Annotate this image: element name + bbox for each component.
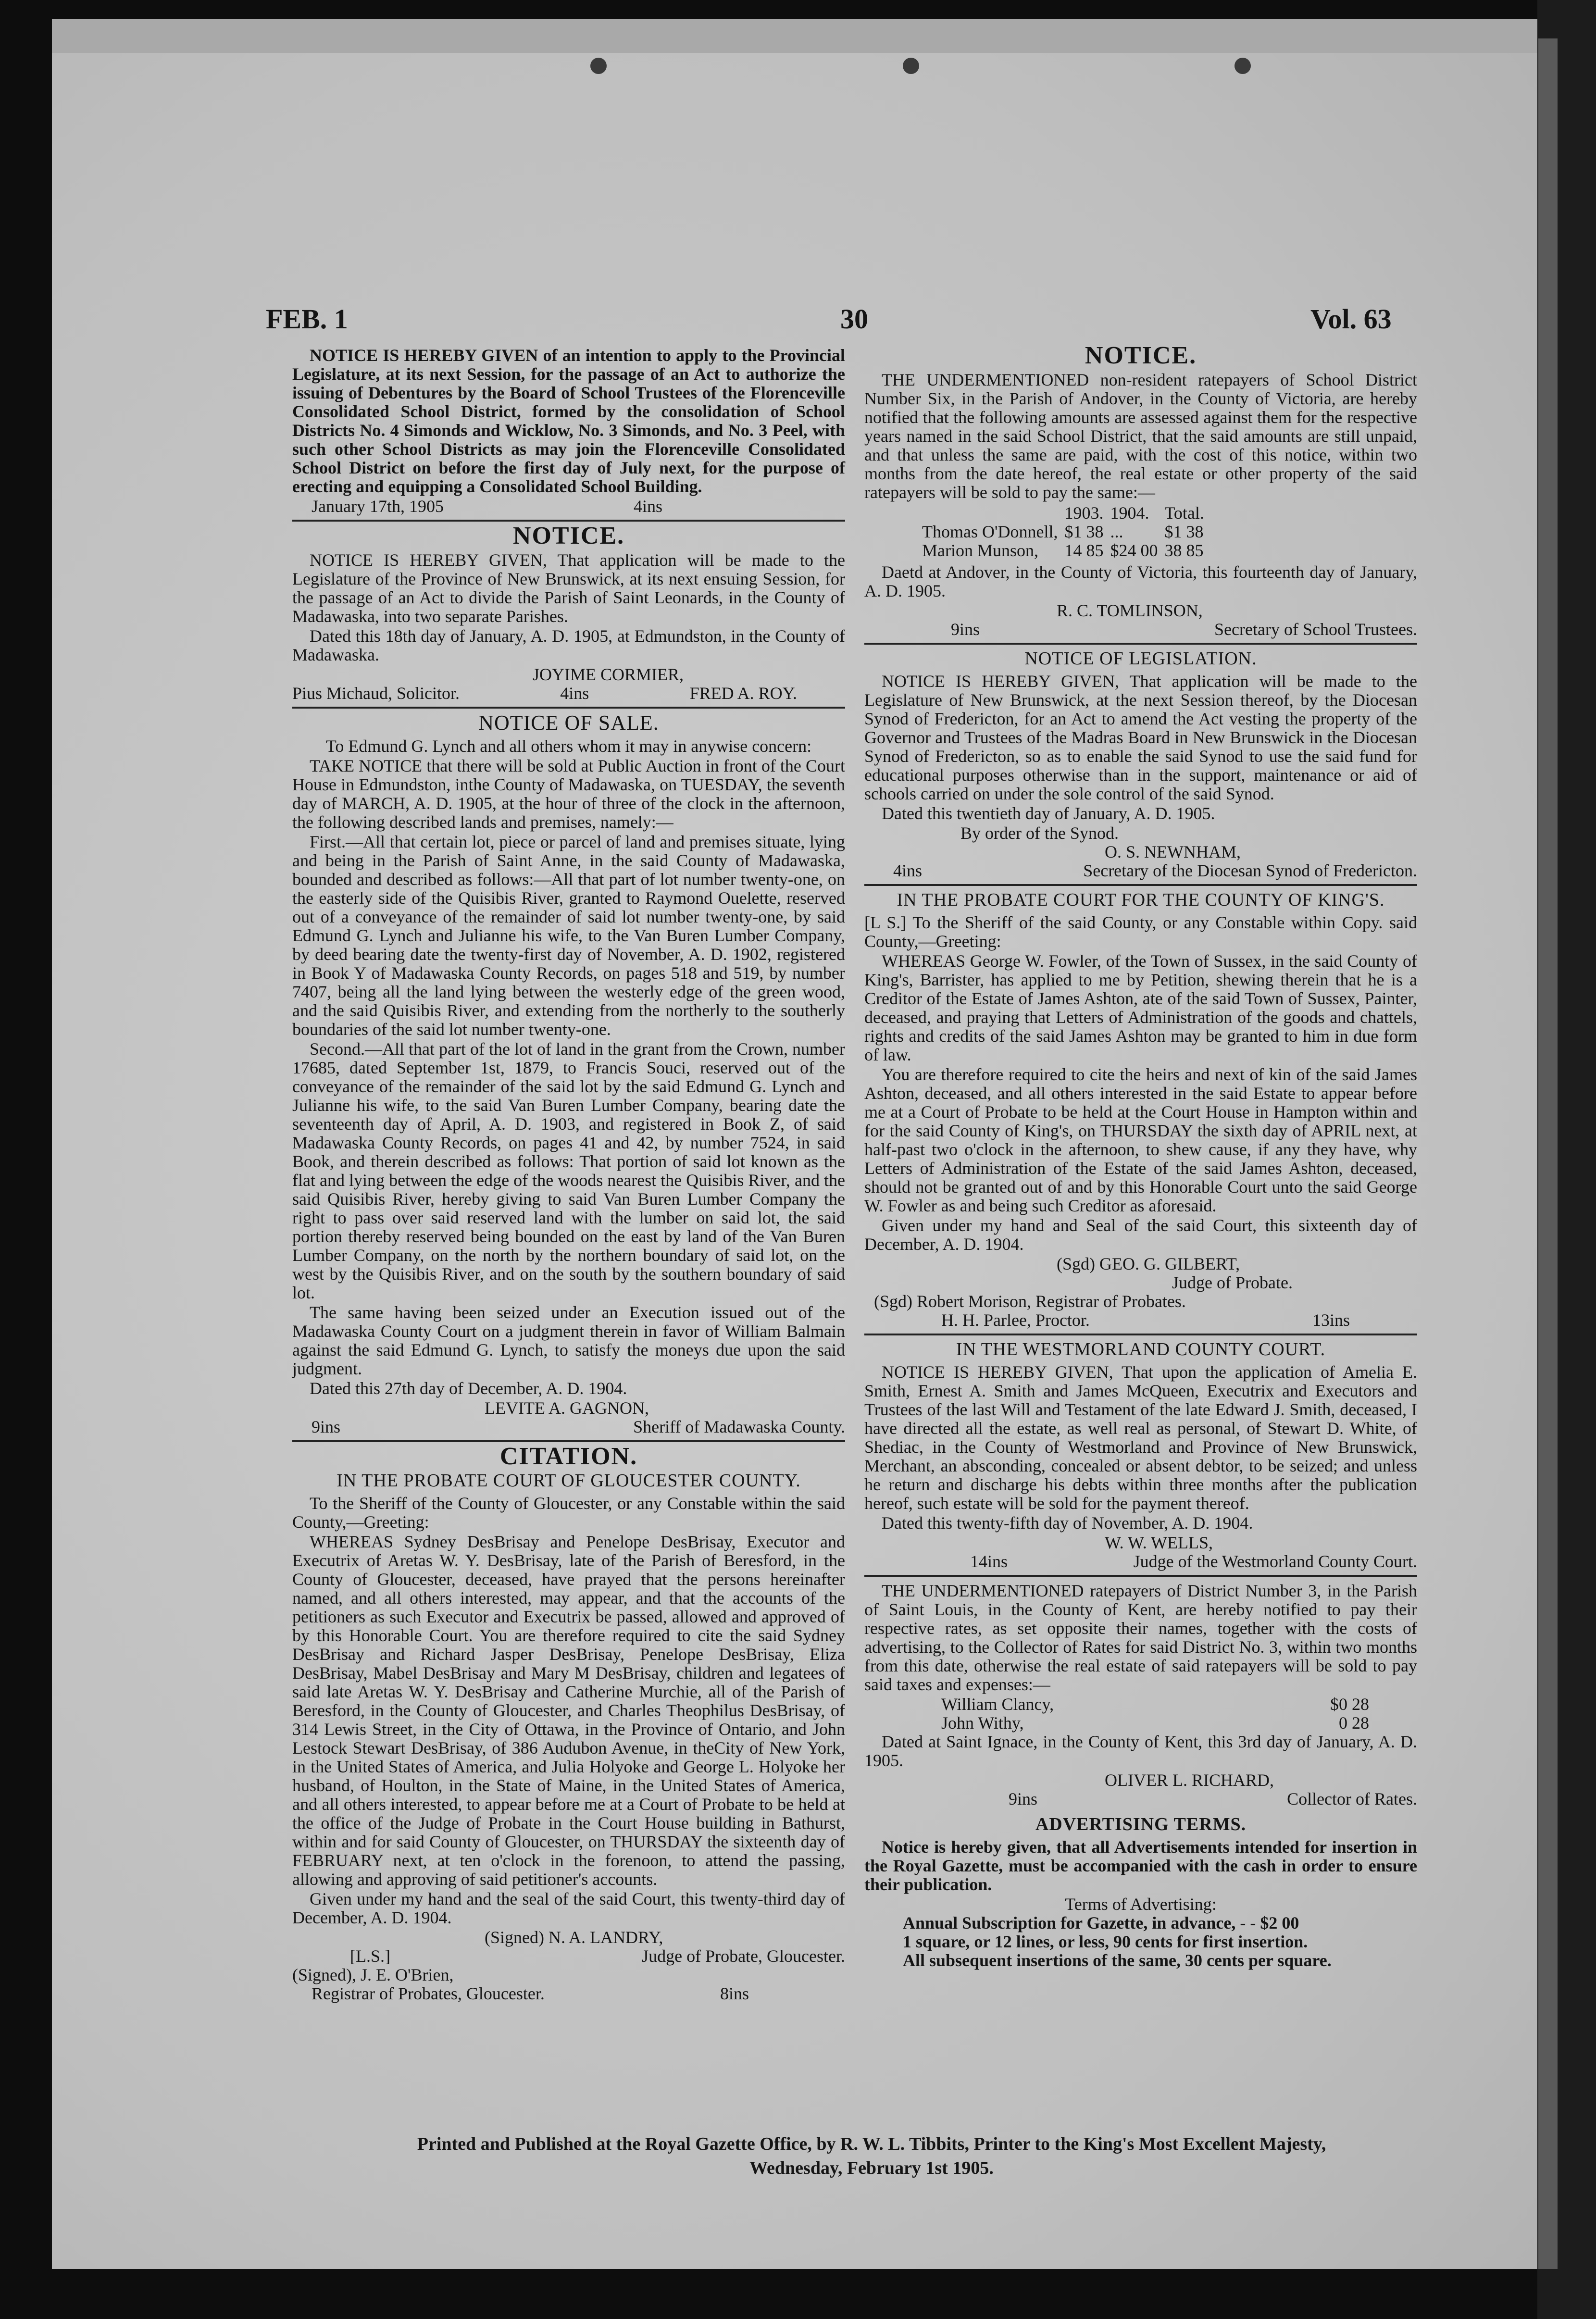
notice-addressee: [L S.] To the Sheriff of the said County, or any Constable within Copy. said County,—Greeting: bbox=[864, 913, 1417, 951]
ratepayer-name: Marion Munson, bbox=[922, 541, 1038, 560]
signature-title: Judge of Probate. bbox=[1172, 1273, 1293, 1292]
amount-total: $1 38 bbox=[1164, 522, 1204, 541]
insertion-count: 14ins bbox=[970, 1552, 1008, 1571]
signature-title: Judge of Probate, Gloucester. bbox=[642, 1946, 845, 1966]
ratepayer-name: William Clancy, bbox=[941, 1695, 1054, 1714]
insertion-count: 9ins bbox=[951, 620, 980, 639]
amount: $0 28 bbox=[1330, 1695, 1369, 1714]
notice-dated: Dated at Saint Ignace, in the County of Kent, this 3rd day of January, A. D. 1905. bbox=[864, 1732, 1417, 1770]
notice-dated: Dated this 27th day of December, A. D. 1904. bbox=[310, 1379, 627, 1398]
notice-paragraph: Given under my hand and Seal of the said Court, this sixteenth day of December, A. D. 1904. bbox=[864, 1216, 1417, 1254]
insertion-count: 9ins bbox=[312, 1417, 341, 1436]
amount: 0 28 bbox=[1339, 1713, 1369, 1733]
insertion-count: 8ins bbox=[720, 1984, 749, 2003]
terms-line: All subsequent insertions of the same, 30 cents per square. bbox=[903, 1951, 1332, 1970]
column-header: 1904. bbox=[1110, 503, 1149, 523]
terms-heading: Terms of Advertising: bbox=[1065, 1895, 1217, 1914]
notice-text: NOTICE IS HEREBY GIVEN, That application will be made to the Legislature of the Province of New Brunswick, at its next ensuing Session, for the passage of an Act to divide the Parish of Saint Leonards, in the County of Madawaska, into two separate Parishes. bbox=[292, 550, 845, 626]
divider bbox=[292, 1440, 845, 1442]
newspaper-page bbox=[52, 19, 1537, 2269]
header-date: FEB. 1 bbox=[266, 303, 348, 335]
terms-line: 1 square, or 12 lines, or less, 90 cents for first insertion. bbox=[903, 1932, 1308, 1951]
divider bbox=[864, 643, 1417, 645]
signature-title: Secretary of School Trustees. bbox=[1214, 620, 1417, 639]
divider bbox=[864, 1334, 1417, 1335]
court-name: IN THE PROBATE COURT OF GLOUCESTER COUNTY. bbox=[337, 1471, 801, 1491]
notice-paragraph: Second.—All that part of the lot of land in the grant from the Crown, number 17685, dated September 1st, 1879, to Francis Souci, reserved out of the conveyance of the remainder of the said lot by the said Edmund G. Lynch and Julianne his wife, to the said Van Buren Lumber Company, bearing date the seventeenth day of April, A. D. 1903, and registered in Book Z, of said Madawaska County Records, on pages 41 and 42, by number 7524, in said Book, and therein described as follows: That portion of said lot known as the flat and lying between the edge of the woods nearest the Quisibis River, and the said Quisibis River, hereby giving to said Van Buren Lumber Company the right to pass over said reserved land with the lumber on said lot, the said portion thereby reserved being bounded on the east by land of the Van Buren Lumber Company, on the north by the northern boundary of said lot, on the west by the Quisibis River, and on the south by the southern boundary of said lot. bbox=[292, 1039, 845, 1302]
signature-title: Collector of Rates. bbox=[1287, 1789, 1417, 1808]
punch-hole bbox=[903, 58, 919, 74]
divider bbox=[864, 884, 1417, 886]
signature-title: Secretary of the Diocesan Synod of Fredericton. bbox=[1083, 861, 1417, 880]
ratepayer-name: Thomas O'Donnell, bbox=[922, 522, 1058, 541]
signature: (Sgd) GEO. G. GILBERT, bbox=[1057, 1254, 1240, 1273]
notice-paragraph: First.—All that certain lot, piece or parcel of land and premises situate, lying and being in the Parish of Saint Anne, in the said County of Madawaska, bounded and described as follows:—All that part of lot number twenty-one, on the easterly side of the Quisibis River, granted to Raymond Ouelette, reserved out of a conveyance of the remainder of said lot number twenty-one, by said Edmund G. Lynch and Julianne his wife, to the Van Buren Lumber Company, by deed bearing date the twenty-first day of November, A. D. 1902, registered in Book Y of Madawaska County Records, on pages 518 and 519, by number 7407, being all the land lying between the westerly edge of the green wood, and the said Quisibis River, and extending from the northerly to the southerly boundaries of the said lot number twenty-one. bbox=[292, 832, 845, 1039]
imprint-line: Printed and Published at the Royal Gazette Office, by R. W. L. Tibbits, Printer to the King's Most Excellent Majesty, bbox=[417, 2134, 1326, 2154]
notice-text: THE UNDERMENTIONED ratepayers of District Number 3, in the Parish of Saint Louis, in the County of Kent, are hereby notified to pay their respective rates, as set opposite their names, together with the costs of advertising, to the Collector of Rates for said District No. 3, within two months from this date, otherwise the real estate of said ratepayers will be sold to pay said taxes and expenses:— bbox=[864, 1581, 1417, 1694]
notice-dated: Dated this twenty-fifth day of November, A. D. 1904. bbox=[882, 1513, 1253, 1533]
amounts-table bbox=[922, 504, 1211, 560]
right-column bbox=[864, 342, 1417, 1970]
notice-text: Notice is hereby given, that all Advertisements intended for insertion in the Royal Gazette, must be accompanied with the cash in order to ensure their publication. bbox=[864, 1837, 1417, 1894]
notice-date: January 17th, 1905 bbox=[312, 497, 444, 516]
signature: O. S. NEWNHAM, bbox=[1105, 842, 1241, 861]
left-column bbox=[292, 346, 845, 2003]
notice-paragraph: WHEREAS George W. Fowler, of the Town of Sussex, in the said County of King's, Barrister, has applied to me by Petition, shewing therein that he is a Creditor of the Estate of James Ashton, ate of the said Town of Sussex, Painter, deceased, and praying that Letters of Administration of the goods and chattels, rights and credits of the said James Ashton may be granted to him in due form of law. bbox=[864, 951, 1417, 1064]
signature: OLIVER L. RICHARD, bbox=[1105, 1770, 1274, 1790]
signature-title: Judge of the Westmorland County Court. bbox=[1133, 1552, 1417, 1571]
amount-1904: ... bbox=[1110, 522, 1123, 541]
table-row bbox=[922, 523, 1211, 541]
insertion-count: 9ins bbox=[1009, 1789, 1038, 1808]
signature: LEVITE A. GAGNON, bbox=[485, 1398, 649, 1418]
notice-addressee: To the Sheriff of the County of Gloucester, or any Constable within the said County,—Greeting: bbox=[292, 1494, 845, 1532]
insertion-count: 4ins bbox=[633, 497, 662, 516]
notice-heading: NOTICE OF LEGISLATION. bbox=[1024, 648, 1257, 669]
notice-heading: NOTICE. bbox=[1085, 342, 1197, 369]
signature: (Signed), J. E. O'Brien, bbox=[292, 1965, 454, 1984]
notice-heading: IN THE WESTMORLAND COUNTY COURT. bbox=[956, 1339, 1326, 1359]
notice-dated: Daetd at Andover, in the County of Victoria, this fourteenth day of January, A. D. 1905. bbox=[864, 562, 1417, 600]
notice-paragraph: WHEREAS Sydney DesBrisay and Penelope DesBrisay, Executor and Executrix of Aretas W. Y. DesBrisay, late of the Parish of Beresford, in the County of Gloucester, deceased, have prayed that the persons hereinafter named, and all others interested, may appear, and that the accounts of the petitioners as such Executor and Executrix be passed, allowed and approved of by this Honorable Court. You are therefore required to cite the said Sydney DesBrisay and Richard Jasper DesBrisay, Penelope DesBrisay, Eliza DesBrisay, Mabel DesBrisay and Mary M DesBrisay, children and legatees of said late Aretas W. Y. DesBrisay and Catherine Murchie, all of the Parish of Beresford, in the County of Gloucester, and Charles Theophilus DesBrisay, of 314 Lewis Street, in the City of Ottawa, in the Province of Ontario, and John Lestock Stewart DesBrisay, of 386 Audubon Avenue, in theCity of New York, in the United States of America, and Julia Holyoke and George L. Holyoke her husband, of Houlton, in the State of Maine, in the United States of America, and all others interested, to appear before me at a Court of Probate to be held at the office of the Judge of Probate in the Court House building in Bathurst, within and for said County of Gloucester, on THURSDAY the sixteenth day of FEBRUARY next, at ten o'clock in the forenoon, to attend the passing, allowing and approving of said petitioner's accounts. bbox=[292, 1532, 845, 1889]
notice-paragraph: The same having been seized under an Execution issued out of the Madawaska County Court on a judgment therein in favor of William Balmain against the said Edmund G. Lynch, to satisfy the moneys due upon the said judgment. bbox=[292, 1303, 845, 1378]
punch-hole bbox=[590, 58, 607, 74]
registrar: (Sgd) Robert Morison, Registrar of Probates. bbox=[874, 1292, 1186, 1311]
column-header: 1903. bbox=[1064, 503, 1104, 523]
notice-heading: CITATION. bbox=[499, 1443, 638, 1470]
notice-heading: IN THE PROBATE COURT FOR THE COUNTY OF KING'S. bbox=[897, 890, 1385, 910]
terms-line: Annual Subscription for Gazette, in advance, - - $2 00 bbox=[903, 1913, 1299, 1932]
notice-addressee: To Edmund G. Lynch and all others whom it may in anywise concern: bbox=[325, 736, 812, 756]
table-row bbox=[922, 541, 1211, 560]
amount-1904: $24 00 bbox=[1110, 541, 1158, 560]
notice-paragraph: You are therefore required to cite the heirs and next of kin of the said James Ashton, deceased, and all others interested in the said Estate to appear before me at a Court of Probate to be held at the Court House in Hampton within and for the said County of King's, on THURSDAY the sixth day of APRIL next, at half-past two o'clock in the afternoon, to shew cause, if any they have, why Letters of Administration of the Estate of the said James Ashton, deceased, should not be granted out of and by this Honorable Court unto the said George W. Fowler as and being such Creditor as aforesaid. bbox=[864, 1065, 1417, 1215]
signature: W. W. WELLS, bbox=[1105, 1533, 1213, 1552]
notice-text: NOTICE IS HEREBY GIVEN, That upon the application of Amelia E. Smith, Ernest A. Smith and James McQueen, Executrix and Executors and Trustees of the last Will and Testament of the late Edward J. Smith, deceased, I have directed all the estate, as well real as personal, of Stewart D. White, of Shediac, in the County of Westmorland and Province of New Brunswick, Merchant, an absconding, concealed or absent debtor, to be seized; and unless he return and discharge his debts within three months after the publication hereof, such estate will be sold for the payment thereof. bbox=[864, 1362, 1417, 1513]
proctor: H. H. Parlee, Proctor. bbox=[941, 1310, 1090, 1330]
insertion-count: 4ins bbox=[560, 684, 589, 703]
amount-1903: $1 38 bbox=[1064, 522, 1104, 541]
notice-dated: Dated this 18th day of January, A. D. 1905, at Edmundston, in the County of Madawaska. bbox=[292, 626, 845, 664]
notice-heading: NOTICE. bbox=[512, 522, 625, 549]
notice-paragraph: TAKE NOTICE that there will be sold at Public Auction in front of the Court House in Edmundston, inthe County of Madawaska, on TUESDAY, the seventh day of MARCH, A. D. 1905, at the hour of three of the clock in the afternoon, the following described lands and premises, namely:— bbox=[292, 756, 845, 832]
notice-text: THE UNDERMENTIONED non-resident ratepayers of School District Number Six, in the Parish of Andover, in the County of Victoria, are hereby notified that the following amounts are assessed against them for the respective years named in the said School District, that the said amounts are still unpaid, and that unless the same are paid, with the cost of this notice, within two months from the date hereof, the real estate or other property of the said ratepayers will be sold to pay the same:— bbox=[864, 370, 1417, 502]
signature-title: Sheriff of Madawaska County. bbox=[633, 1417, 845, 1436]
ratepayer-name: John Withy, bbox=[941, 1713, 1024, 1733]
signature: (Signed) N. A. LANDRY, bbox=[485, 1928, 663, 1947]
notice-text: NOTICE IS HEREBY GIVEN of an intention to apply to the Provincial Legislature, at its next Session, for the passage of an Act to authorize the issuing of Debentures by the Board of School Trustees of the Florenceville Consolidated School District, formed by the consolidation of School Districts No. 4 Simonds and Wicklow, No. 3 Simonds, and No. 3 Peel, with such other School Districts as may join the Florenceville Consolidated School District on before the first day of July next, for the purpose of erecting and equipping a Consolidated School Building. bbox=[292, 346, 845, 496]
binding-strip bbox=[1538, 38, 1558, 2269]
seal: [L.S.] bbox=[350, 1946, 390, 1966]
amount-total: 38 85 bbox=[1164, 541, 1204, 560]
imprint-date: Wednesday, February 1st 1905. bbox=[749, 2158, 994, 2178]
notice-paragraph: Given under my hand and the seal of the said Court, this twenty-third day of December, A. D. 1904. bbox=[292, 1889, 845, 1927]
notice-text: NOTICE IS HEREBY GIVEN, That application will be made to the Legislature of New Brunswick, at the next Session thereof, by the Diocesan Synod of Fredericton, for an Act to amend the Act vesting the property of the Governor and Trustees of the Madras Board in New Brunswick in the Diocesan Synod of Fredericton, so as to enable the said Synod to use the said fund for educational purposes otherwise than in the support, maintenance or aid of schools carried on under the sole control of the said Synod. bbox=[864, 672, 1417, 803]
imprint-footer bbox=[283, 2132, 1460, 2180]
signature: JOYIME CORMIER, bbox=[533, 665, 684, 684]
solicitor: Pius Michaud, Solicitor. bbox=[292, 684, 460, 703]
divider bbox=[292, 707, 845, 709]
insertion-count: 13ins bbox=[1312, 1310, 1350, 1330]
order-line: By order of the Synod. bbox=[960, 823, 1119, 843]
header-volume: Vol. 63 bbox=[1310, 303, 1392, 335]
signature: FRED A. ROY. bbox=[689, 684, 797, 703]
divider bbox=[292, 520, 845, 522]
column-header: Total. bbox=[1164, 503, 1204, 523]
punch-hole bbox=[1234, 58, 1251, 74]
registrar: Registrar of Probates, Gloucester. bbox=[312, 1984, 545, 2003]
divider bbox=[864, 1575, 1417, 1577]
notice-heading: ADVERTISING TERMS. bbox=[1035, 1814, 1247, 1834]
notice-heading: NOTICE OF SALE. bbox=[478, 711, 659, 735]
insertion-count: 4ins bbox=[893, 861, 923, 880]
notice-dated: Dated this twentieth day of January, A. D. 1905. bbox=[882, 804, 1215, 823]
top-strip bbox=[52, 19, 1537, 53]
signature: R. C. TOMLINSON, bbox=[1057, 601, 1203, 620]
header-page-number: 30 bbox=[840, 303, 868, 335]
amount-1903: 14 85 bbox=[1064, 541, 1104, 560]
